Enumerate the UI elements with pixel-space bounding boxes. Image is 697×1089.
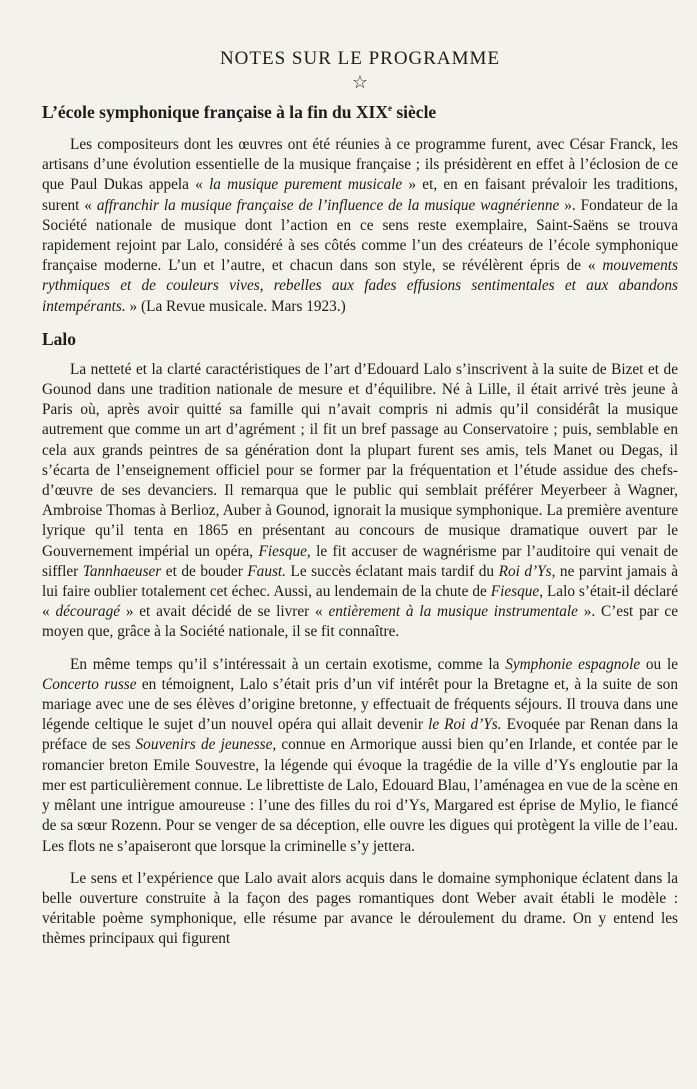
paragraph-ecole: Les compositeurs dont les œuvres ont été réunies à ce programme furent, avec César Franck, les artisans d’une évolution essentielle de la musique française ; ils présidèrent en effet à l’éclosion de ce que Paul Dukas appela « la musique purement musicale » et, en en faisant prévaloir les traditions, surent « affranchir la musique française de l’influence de la musique wagnérienne ». Fondateur de la Société nationale de musique dont l’action en ce sens reste exemplaire, Saint-Saëns se trouva rapidement rejoint par Lalo, considéré à ses côtés comme l’un des créateurs de l’école symphonique française moderne. L’un et l’autre, et chacun dans son style, se révélèrent épris de « mouvements rythmiques et de couleurs vives, rebelles aux fades effusions sentimentales et aux abandons intempérants. » (La Revue musicale. Mars 1923.) [42,136,678,315]
star-ornament-icon: ☆ [351,72,369,92]
page [42,44,678,962]
paragraph-lalo-2: En même temps qu’il s’intéressait à un certain exotisme, comme la Symphonie espagnole ou le Concerto russe en témoignent, Lalo s’était pris d’un vif intérêt pour la Bretagne et, à la suite de son mariage avec une de ses élèves d’origine bretonne, y effectuait de fréquents séjours. Il trouva dans une légende celtique le sujet d’un nouvel opéra qui allait devenir le Roi d’Ys. Evoquée par Renan dans la préface de ses Souvenirs de jeunesse, connue en Armorique aussi bien qu’en Irlande, et contée par le romancier breton Emile Souvestre, la légende qui évoque la tragédie de la ville d’Ys engloutie par la mer est particulièrement connue. Le librettiste de Lalo, Edouard Blau, l’aménagea en vue de la scène en y mêlant une intrigue amoureuse : l’une des filles du roi d’Ys, Margared est éprise de Mylio, le fiancé de sa sœur Rozenn. Pour se venger de sa déception, elle ouvre les digues qui protègent la ville de l’eau. Les flots ne s’apaiseront que lorsque la criminelle s’y jettera. [42,655,678,855]
paragraph-lalo-3: Le sens et l’expérience que Lalo avait alors acquis dans le domaine symphonique éclatent dans la belle ouverture construite à la façon des pages romantiques dont Weber avait établi le modèle : véritable poème symphonique, elle résume par avance le déroulement du drame. On y entend les thèmes principaux qui figurent [42,869,678,948]
paragraph-lalo-1: La netteté et la clarté caractéristiques de l’art d’Edouard Lalo s’inscrivent à la suite de Bizet et de Gounod dans une tradition nationale de mesure et d’équilibre. Né à Lille, il était arrivé très jeune à Paris où, après avoir quitté sa famille qui n’avait compris ni admis qu’il considérât la musique autrement que comme un art d’agrément ; il fit un bref passage au Conservatoire ; puis, semblable en cela aux grands peintres de sa génération dont la plupart furent ses amis, tels Manet ou Degas, il s’écarta de l’enseignement officiel pour se former par la fréquentation et l’étude assidue des chefs-d’œuvre de ses devanciers. Il remarqua que le public qui semblait préférer Meyerbeer à Wagner, Ambroise Thomas à Berlioz, Auber à Gounod, ignorait la musique symphonique. La première aventure lyrique qu’il tenta en 1865 en présentant au concours de musique dramatique ouvert par le Gouvernement impérial un opéra, Fiesque, le fit accuser de wagnérisme par l’auditoire qui venait de siffler Tannhaeuser et de bouder Faust. Le succès éclatant mais tardif du Roi d’Ys, ne parvint jamais à lui faire oublier totalement cet échec. Aussi, au lendemain de la chute de Fiesque, Lalo s’était-il déclaré « découragé » et avait décidé de se livrer « entièrement à la musique instrumentale ». C’est par ce moyen que, grâce à la Société nationale, il se fit connaître. [42,360,679,641]
section-heading-lalo: Lalo [42,328,77,349]
page-title: NOTES SUR LE PROGRAMME [219,48,501,69]
section-heading-ecole: L’école symphonique française à la fin du XIXe siècle [42,102,437,122]
